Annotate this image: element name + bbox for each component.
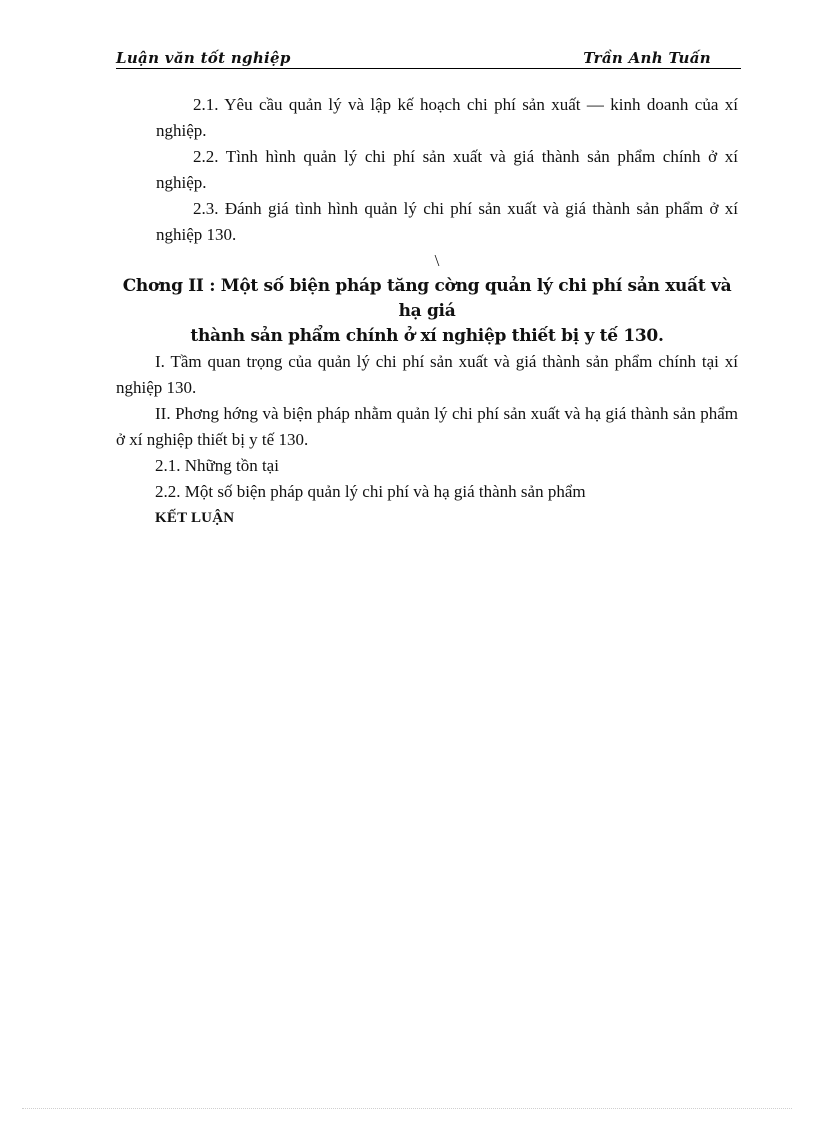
document-body bbox=[116, 92, 738, 531]
toc-item: 2.2. Tình hình quản lý chi phí sản xuất và giá thành sản phẩm chính ở xí nghiệp. bbox=[156, 147, 738, 192]
section-item: I. Tầm quan trọng của quản lý chi phí sản xuất và giá thành sản phẩm chính tại xí nghiệp 130. bbox=[116, 352, 738, 397]
toc-item: 2.3. Đánh giá tình hình quản lý chi phí sản xuất và giá thành sản phẩm ở xí nghiệp 130. bbox=[156, 199, 738, 244]
toc-item: 2.1. Yêu cầu quản lý và lập kế hoạch chi phí sản xuất — kinh doanh của xí nghiệp. bbox=[156, 95, 738, 140]
stray-backslash: \ bbox=[434, 251, 440, 270]
section-item: II. Phơng hớng và biện pháp nhằm quản lý chi phí sản xuất và hạ giá thành sản phẩm ở xí nghiệp thiết bị y tế 130. bbox=[116, 404, 738, 449]
chapter-heading-line2: thành sản phẩm chính ở xí nghiệp thiết bị y tế 130. bbox=[190, 326, 664, 346]
chapter-heading bbox=[116, 274, 738, 349]
header-title: Luận văn tốt nghiệp bbox=[116, 49, 291, 67]
subsection-item: 2.2. Một số biện pháp quản lý chi phí và hạ giá thành sản phẩm bbox=[155, 482, 586, 501]
subsection-item: 2.1. Những tồn tại bbox=[155, 456, 279, 475]
conclusion-heading: KẾT LUẬN bbox=[155, 510, 235, 526]
page-header bbox=[116, 48, 741, 69]
header-author: Trần Anh Tuấn bbox=[583, 49, 711, 67]
chapter-heading-line1: Chơng II : Một số biện pháp tăng cờng quản lý chi phí sản xuất và hạ giá bbox=[122, 276, 732, 321]
footer-divider bbox=[22, 1108, 792, 1109]
